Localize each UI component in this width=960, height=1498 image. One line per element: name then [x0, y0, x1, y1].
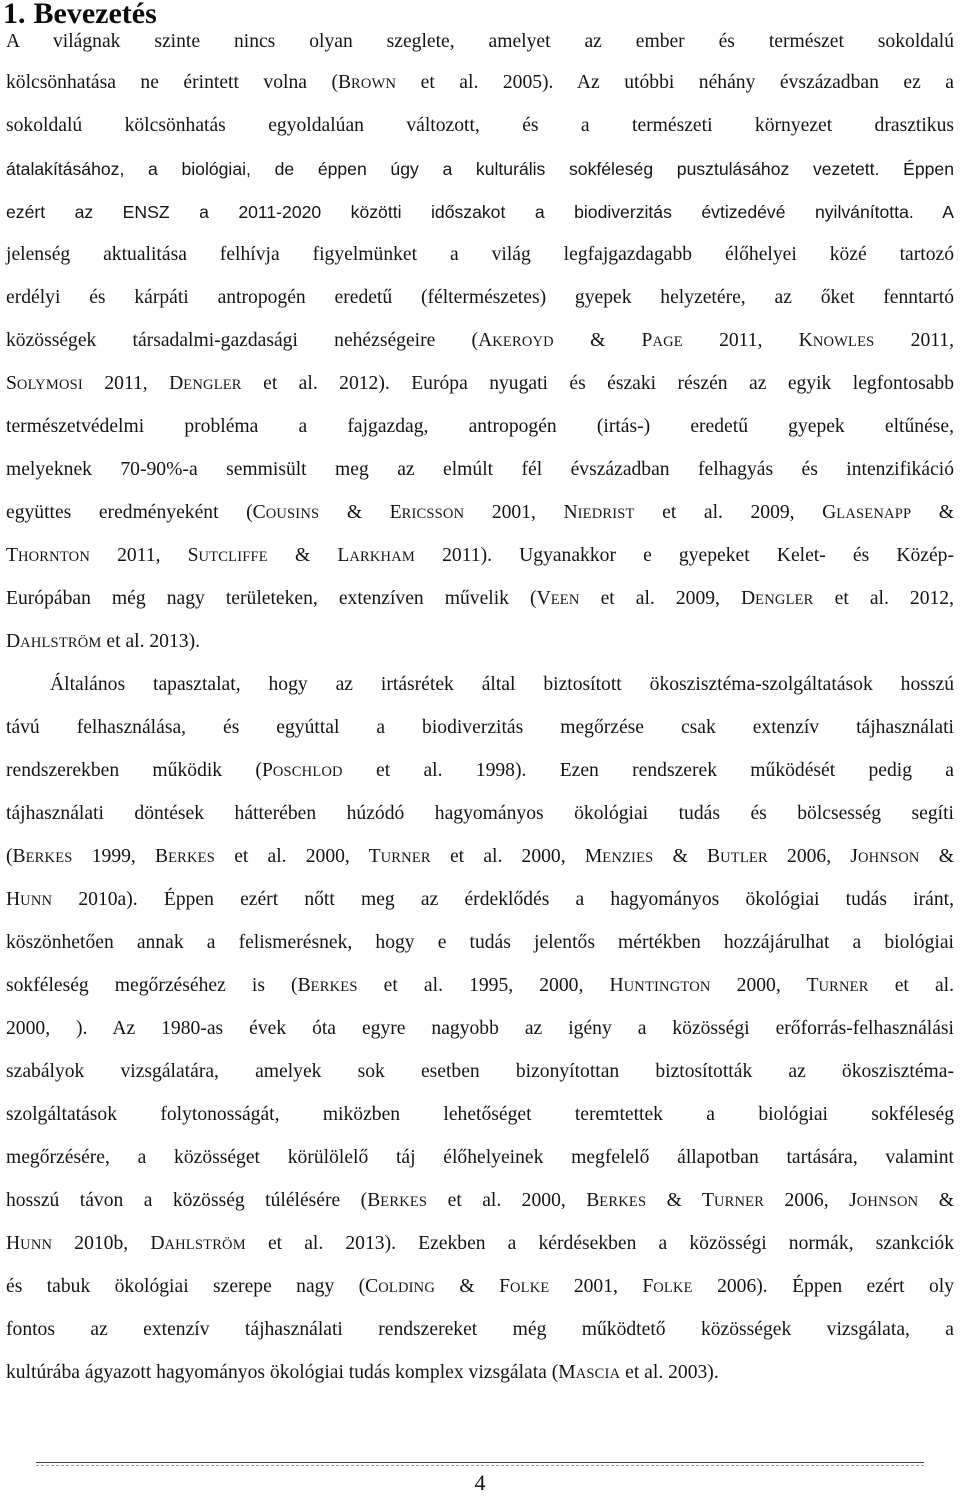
text-line: rendszerekben működik (POSCHLOD et al. 1998). Ezen rendszerek működését pedig a [6, 760, 955, 781]
text-line: megőrzésére, a közösséget körülölelő táj élőhelyeinek megfelelő állapotban tartására, valamint [6, 1147, 954, 1168]
text-line: együttes eredményeként (COUSINS & ERICSSON 2001, NIEDRIST et al. 2009, GLASENAPP & [6, 502, 955, 523]
text-line: természetvédelmi probléma a fajgazdag, antropogén (irtás-) eredetű gyepek eltűnése, [6, 416, 954, 437]
text-line: DAHLSTRÖM et al. 2013). [6, 631, 201, 652]
text-line: kölcsönhatása ne érintett volna (BROWN et al. 2005). Az utóbbi néhány évszázadban ez a [6, 72, 954, 93]
text-line: A világnak szinte nincs olyan szeglete, amelyet az ember és természet sokoldalú [6, 31, 954, 52]
text-line: hosszú távon a közösség túlélésére (BERKES et al. 2000, BERKES & TURNER 2006, JOHNSON & [6, 1190, 955, 1211]
text-line: SOLYMOSI 2011, DENGLER et al. 2012). Európa nyugati és északi részén az egyik legfontosabb [6, 373, 954, 394]
text-line: Európában még nagy területeken, extenzíven művelik (VEEN et al. 2009, DENGLER et al. 2012, [6, 588, 954, 609]
text-line: és tabuk ökológiai szerepe nagy (COLDING & FOLKE 2001, FOLKE 2006). Éppen ezért oly [6, 1276, 955, 1297]
text-line: (BERKES 1999, BERKES et al. 2000, TURNER et al. 2000, MENZIES & BUTLER 2006, JOHNSON & [6, 846, 954, 867]
section-title: Bevezetés [33, 0, 157, 30]
text-line: szolgáltatások folytonosságát, miközben lehetőséget teremtettek a biológiai sokféleség [6, 1104, 954, 1125]
section-number: 1. [3, 0, 26, 30]
text-line: melyeknek 70-90%-a semmisült meg az elmúlt fél évszázadban felhagyás és intenzifikáció [6, 459, 954, 480]
text-line: sokféleség megőrzéséhez is (BERKES et al. 1995, 2000, HUNTINGTON 2000, TURNER et al. [6, 975, 955, 996]
text-line: szabályok vizsgálatára, amelyek sok esetben bizonyítottan biztosították az ökoszisztéma- [6, 1061, 954, 1082]
text-line: ezért az ENSZ a 2011-2020 közötti időszakot a biodiverzitás évtizedévé nyilvánította. A [6, 202, 954, 222]
footer-divider [36, 1462, 924, 1463]
text-line: 2000, ). Az 1980-as évek óta egyre nagyobb az igény a közösségi erőforrás-felhasználási [6, 1018, 954, 1039]
text-line: sokoldalú kölcsönhatás egyoldalúan változott, és a természeti környezet drasztikus [6, 115, 954, 136]
text-line: erdélyi és kárpáti antropogén eredetű (féltermészetes) gyepek helyzetére, az őket fenntartó [6, 287, 954, 308]
page-number: 4 [474, 1470, 486, 1495]
text-line: HUNN 2010b, DAHLSTRÖM et al. 2013). Ezekben a kérdésekben a közösségi normák, szankciók [6, 1233, 954, 1254]
text-line: Általános tapasztalat, hogy az irtásrétek által biztosított ökoszisztéma-szolgáltatások hosszú [50, 674, 954, 695]
text-line: tájhasználati döntések hátterében húzódó hagyományos ökológiai tudás és bölcsesség segíti [6, 803, 954, 824]
text-line: kultúrába ágyazott hagyományos ökológiai tudás komplex vizsgálata (MASCIA et al. 2003). [6, 1362, 719, 1383]
text-line: közösségek társadalmi-gazdasági nehézségeire (AKEROYD & PAGE 2011, KNOWLES 2011, [6, 330, 955, 351]
text-line: köszönhetően annak a felismerésnek, hogy e tudás jelentős mértékben hozzájárulhat a biológiai [6, 932, 954, 953]
text-line: jelenség aktualitása felhívja figyelmünket a világ legfajgazdagabb élőhelyei közé tartozó [6, 244, 954, 265]
text-line: fontos az extenzív tájhasználati rendszereket még működtető közösségek vizsgálata, a [6, 1319, 954, 1340]
text-line: HUNN 2010a). Éppen ezért nőtt meg az érdeklődés a hagyományos ökológiai tudás iránt, [6, 889, 954, 910]
text-line: átalakításához, a biológiai, de éppen úgy a kulturális sokféleség pusztulásához vezetett. Éppen [6, 159, 954, 179]
text-line: távú felhasználása, és egyúttal a biodiverzitás megőrzése csak extenzív tájhasználati [6, 717, 954, 738]
text-line: THORNTON 2011, SUTCLIFFE & LARKHAM 2011). Ugyanakkor e gyepeket Kelet- és Közép- [6, 545, 954, 566]
